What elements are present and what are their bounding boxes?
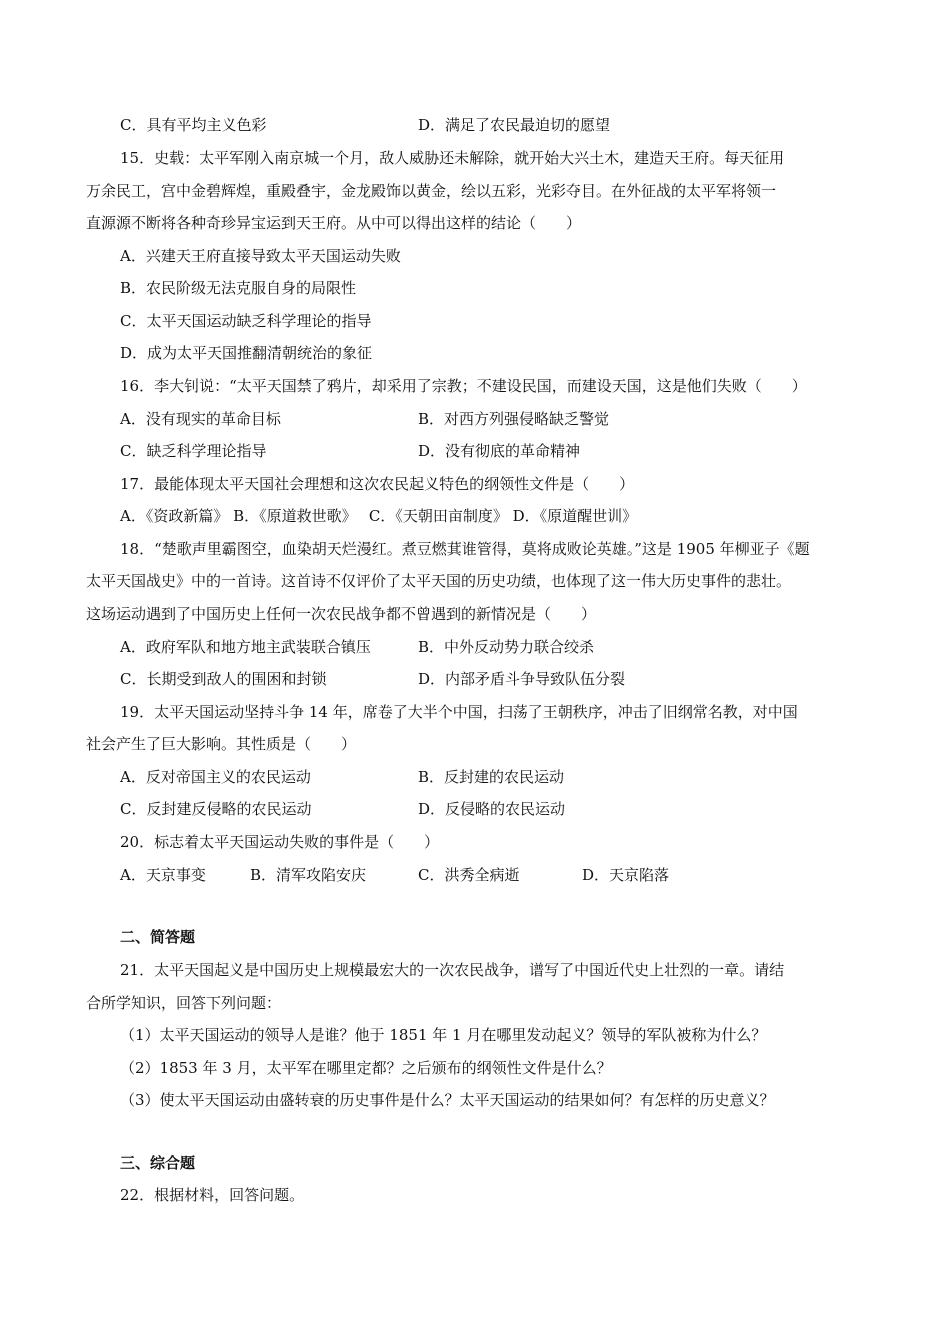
q16-option-b: B．对西方列强侵略缺乏警觉 — [418, 410, 610, 428]
q18-stem-line1: 18．“楚歌声里霸图空，血染胡天烂漫红。煮豆燃萁谁管得，莫将成败论英雄。”这是 1905 年柳亚子《题 — [120, 540, 810, 558]
q17-stem: 17．最能体现太平天国社会理想和这次农民起义特色的纲领性文件是（ ） — [120, 475, 635, 493]
q20-option-d: D．天京陷落 — [582, 866, 670, 884]
q16-option-c: C．缺乏科学理论指导 — [120, 442, 267, 460]
q15-option-d: D．成为太平天国推翻清朝统治的象征 — [120, 344, 373, 362]
q19-option-b: B．反封建的农民运动 — [418, 768, 565, 786]
q21-subquestion-2: （2）1853 年 3 月，太平军在哪里定都？之后颁布的纲领性文件是什么？ — [120, 1059, 612, 1077]
q21-stem-line1: 21．太平天国起义是中国历史上规模最宏大的一次农民战争，谱写了中国近代史上壮烈的一章。请结 — [120, 961, 785, 979]
q18-option-c: C．长期受到敌人的围困和封锁 — [120, 670, 327, 688]
q19-stem-line1: 19．太平天国运动坚持斗争 14 年，席卷了大半个中国，扫荡了王朝秩序，冲击了旧纲常名教，对中国 — [120, 703, 798, 721]
q15-stem-line3: 直源源不断将各种奇珍异宝运到天王府。从中可以得出这样的结论（ ） — [86, 214, 582, 232]
section-heading-comprehensive: 三、综合题 — [120, 1154, 196, 1172]
q19-option-a: A．反对帝国主义的农民运动 — [120, 768, 311, 786]
q18-stem-line3: 这场运动遇到了中国历史上任何一次农民战争都不曾遇到的新情况是（ ） — [86, 605, 597, 623]
q19-option-c: C．反封建反侵略的农民运动 — [120, 800, 312, 818]
q21-subquestion-3: （3）使太平天国运动由盛转衰的历史事件是什么？太平天国运动的结果如何？有怎样的历史意义？ — [120, 1091, 775, 1109]
q20-stem: 20．标志着太平天国运动失败的事件是（ ） — [120, 833, 440, 851]
section-heading-short-answer: 二、简答题 — [120, 928, 196, 946]
q16-option-d: D．没有彻底的革命精神 — [418, 442, 581, 460]
q17-options: A．《资政新篇》 B．《原道救世歌》 C．《天朝田亩制度》 D．《原道醒世训》 — [120, 507, 638, 525]
q16-stem: 16．李大钊说：“太平天国禁了鸦片，却采用了宗教；不建设民国，而建设天国，这是他们失败（ ） — [120, 377, 807, 395]
q18-option-a: A．政府军队和地方地主武装联合镇压 — [120, 638, 371, 656]
q15-option-c: C．太平天国运动缺乏科学理论的指导 — [120, 312, 372, 330]
q20-option-a: A．天京事变 — [120, 866, 206, 884]
q14-option-c: C．具有平均主义色彩 — [120, 116, 267, 134]
q18-stem-line2: 太平天国战史》中的一首诗。这首诗不仅评价了太平天国的历史功绩，也体现了这一伟大历史事件的悲壮。 — [86, 572, 792, 590]
q15-stem-line2: 万余民工，宫中金碧辉煌，重殿叠宇，金龙殿饰以黄金，绘以五彩，光彩夺目。在外征战的太平军将领一 — [86, 182, 777, 200]
q21-subquestion-1: （1）太平天国运动的领导人是谁？他于 1851 年 1 月在哪里发动起义？领导的军队被称为什么？ — [120, 1026, 767, 1044]
q18-option-b: B．中外反动势力联合绞杀 — [418, 638, 595, 656]
q15-stem-line1: 15．史载：太平军刚入南京城一个月，敌人威胁还未解除，就开始大兴土木，建造天王府。每天征用 — [120, 149, 785, 167]
q14-option-d: D．满足了农民最迫切的愿望 — [418, 116, 611, 134]
q22-stem: 22．根据材料，回答问题。 — [120, 1186, 305, 1204]
q19-stem-line2: 社会产生了巨大影响。其性质是（ ） — [86, 735, 357, 753]
q20-option-c: C．洪秀全病逝 — [418, 866, 520, 884]
q21-stem-line2: 合所学知识，回答下列问题： — [86, 994, 282, 1012]
q19-option-d: D．反侵略的农民运动 — [418, 800, 566, 818]
q16-option-a: A．没有现实的革命目标 — [120, 410, 281, 428]
q18-option-d: D．内部矛盾斗争导致队伍分裂 — [418, 670, 626, 688]
q15-option-a: A．兴建天王府直接导致太平天国运动失败 — [120, 247, 401, 265]
q20-option-b: B．清军攻陷安庆 — [250, 866, 367, 884]
q15-option-b: B．农民阶级无法克服自身的局限性 — [120, 279, 357, 297]
